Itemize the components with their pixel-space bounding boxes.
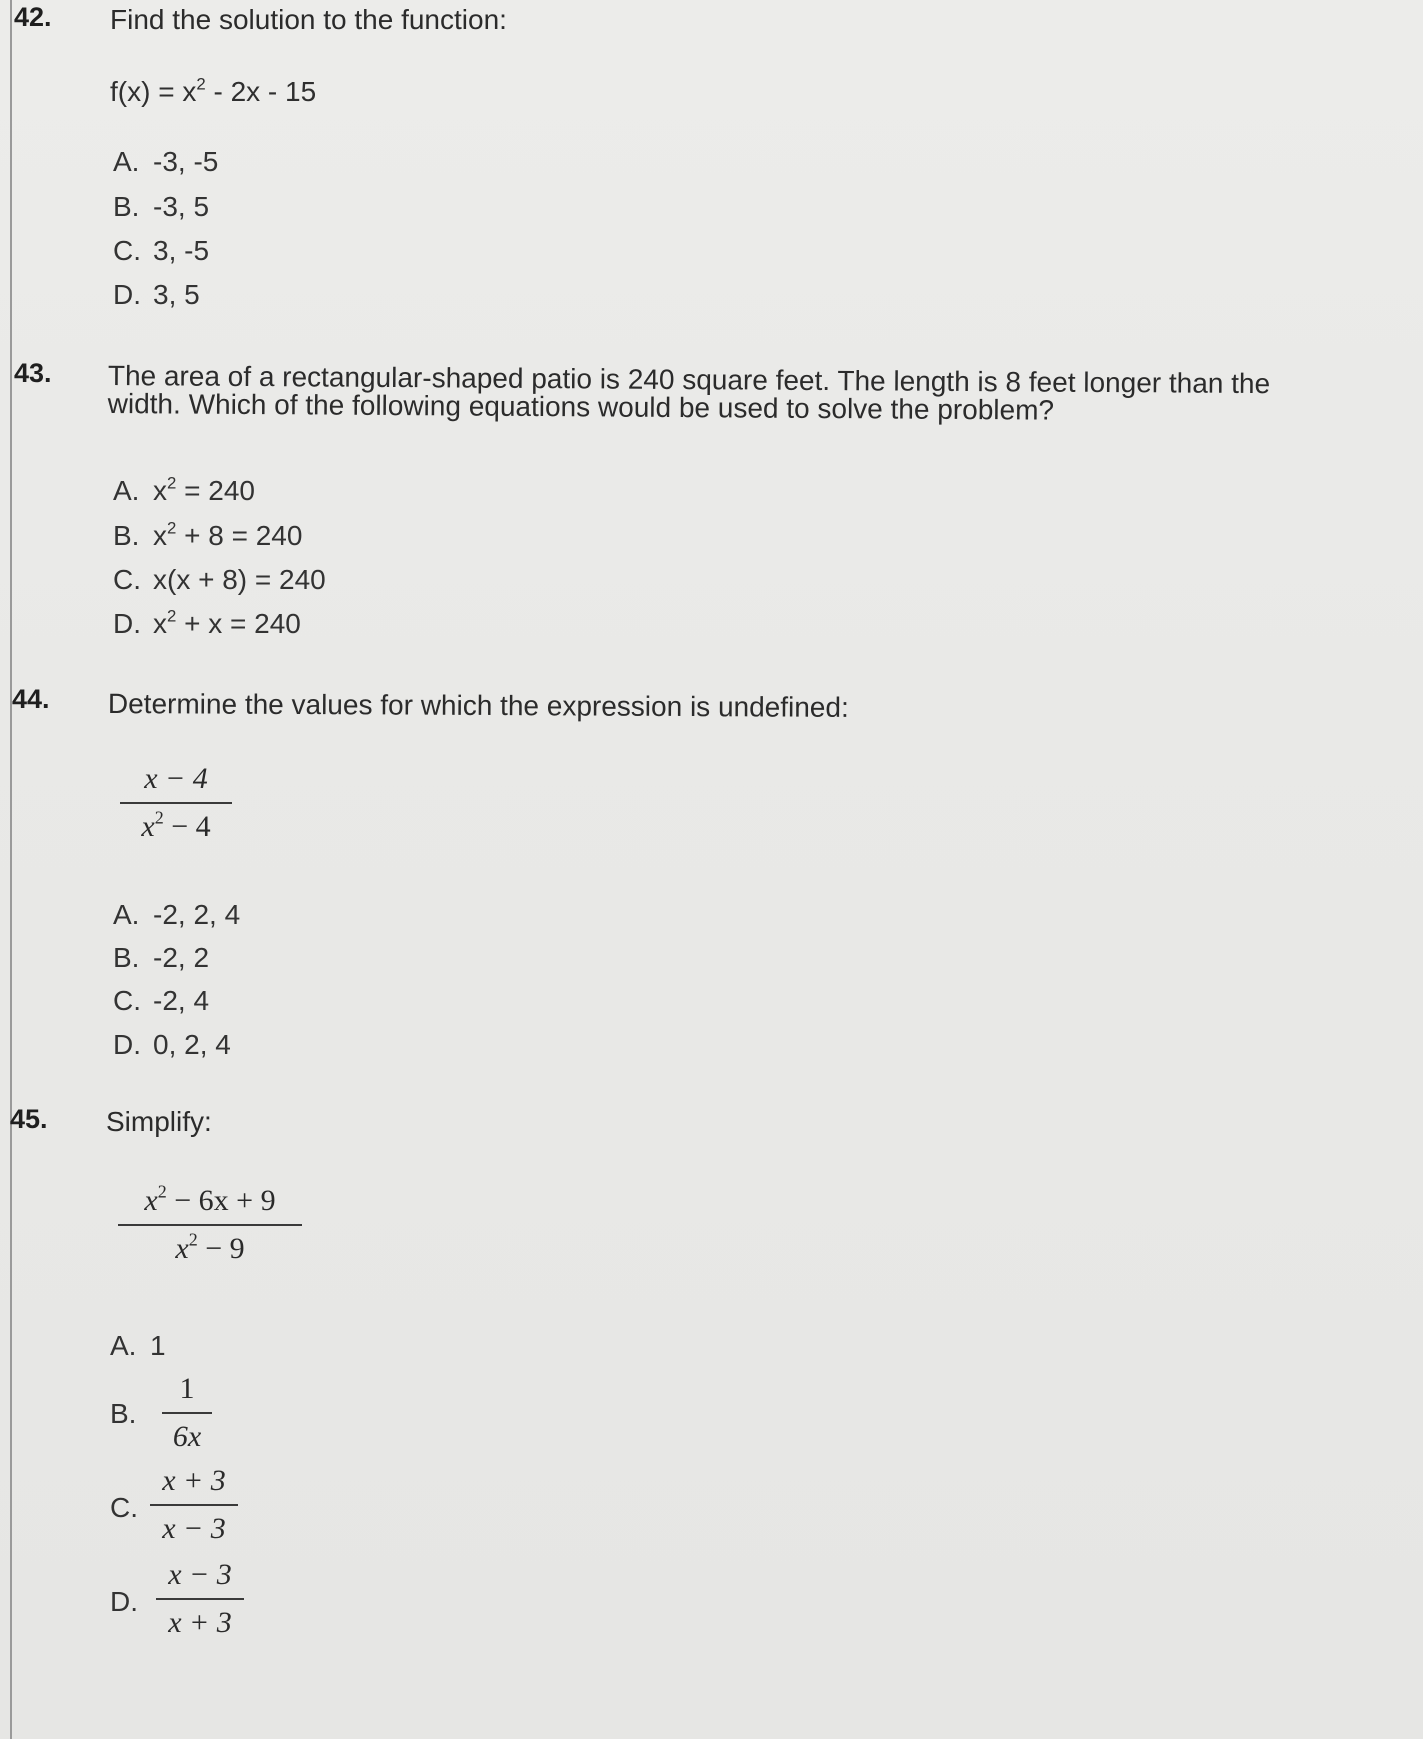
option-text: x bbox=[153, 520, 167, 551]
numerator-exponent: 2 bbox=[157, 1181, 167, 1202]
question-42-option-d[interactable] bbox=[113, 279, 200, 311]
numerator-text: x − 4 bbox=[144, 762, 208, 795]
question-42-option-a[interactable] bbox=[113, 146, 218, 178]
question-45-option-a[interactable] bbox=[110, 1330, 166, 1362]
option-numerator bbox=[156, 1558, 244, 1592]
option-letter: C. bbox=[113, 235, 141, 266]
question-42-function bbox=[110, 76, 316, 108]
option-denominator bbox=[156, 1606, 244, 1640]
option-letter: A. bbox=[110, 1330, 137, 1361]
denominator-exponent: 2 bbox=[154, 807, 164, 828]
question-44-number: 44. bbox=[12, 684, 50, 714]
option-numerator bbox=[150, 1464, 238, 1498]
question-45-option-b-letter[interactable]: B. bbox=[110, 1398, 137, 1429]
denominator-text: x + 3 bbox=[168, 1606, 232, 1639]
option-text: -2, 4 bbox=[153, 985, 210, 1016]
fraction-bar bbox=[118, 1224, 302, 1226]
expression-numerator bbox=[120, 762, 232, 796]
option-letter: A. bbox=[113, 475, 140, 506]
question-42-option-c[interactable] bbox=[113, 235, 209, 267]
question-43-option-a[interactable] bbox=[113, 475, 255, 507]
fraction-bar bbox=[120, 802, 232, 804]
question-43-option-b[interactable] bbox=[113, 520, 302, 552]
question-42-number: 42. bbox=[14, 2, 52, 32]
option-text-rest: + 8 = 240 bbox=[176, 520, 303, 551]
option-letter: C. bbox=[113, 985, 141, 1016]
option-letter: B. bbox=[113, 942, 140, 973]
question-45-number: 45. bbox=[10, 1104, 48, 1134]
function-base: f(x) = x bbox=[110, 76, 197, 107]
option-text: -2, 2, 4 bbox=[153, 899, 241, 930]
option-text: -2, 2 bbox=[153, 942, 210, 973]
option-text: 1 bbox=[150, 1330, 166, 1361]
option-text: x(x + 8) = 240 bbox=[153, 564, 326, 595]
option-text: x bbox=[153, 608, 167, 639]
option-denominator bbox=[162, 1420, 212, 1454]
option-numerator: 1 bbox=[179, 1372, 195, 1405]
option-text-rest: + x = 240 bbox=[176, 608, 301, 639]
denominator-text: 6x bbox=[172, 1420, 202, 1453]
question-45-expression bbox=[118, 1181, 302, 1266]
denominator-rest: − 4 bbox=[163, 810, 211, 843]
option-letter: A. bbox=[113, 146, 140, 177]
question-45-option-c[interactable] bbox=[150, 1464, 238, 1546]
option-text: -3, -5 bbox=[153, 146, 219, 177]
fraction-bar bbox=[162, 1412, 212, 1414]
question-45-option-c-letter[interactable]: C. bbox=[110, 1492, 138, 1523]
denominator-rest: − 9 bbox=[197, 1232, 245, 1265]
numerator-text: x + 3 bbox=[162, 1464, 226, 1497]
question-43-number: 43. bbox=[14, 358, 52, 388]
option-letter: B. bbox=[113, 191, 140, 222]
question-43-prompt-line-1: The area of a rectangular-shaped patio is 240 square feet. The length is 8 feet longer than the bbox=[107, 360, 1271, 400]
option-denominator bbox=[150, 1512, 238, 1546]
option-letter: D. bbox=[113, 1029, 141, 1060]
page-margin-line bbox=[10, 0, 12, 1739]
question-43-option-d[interactable] bbox=[113, 608, 301, 640]
question-44-prompt: Determine the values for which the expression is undefined: bbox=[107, 688, 849, 723]
question-45-option-d-letter[interactable]: D. bbox=[110, 1586, 138, 1617]
option-exponent: 2 bbox=[167, 473, 177, 493]
expression-denominator bbox=[120, 807, 232, 844]
option-text-rest: = 240 bbox=[176, 475, 255, 506]
option-letter: B. bbox=[113, 520, 140, 551]
question-44-expression bbox=[120, 762, 232, 844]
expression-denominator bbox=[118, 1229, 302, 1266]
option-text: -3, 5 bbox=[153, 191, 210, 222]
question-45-prompt: Simplify: bbox=[106, 1106, 212, 1137]
option-letter: C. bbox=[113, 564, 141, 595]
question-45-option-b[interactable] bbox=[162, 1372, 212, 1454]
question-42-option-b[interactable] bbox=[113, 191, 209, 223]
question-44-option-b[interactable] bbox=[113, 942, 209, 974]
option-text: 0, 2, 4 bbox=[153, 1029, 231, 1060]
fraction-bar bbox=[156, 1598, 244, 1600]
question-43-prompt bbox=[108, 362, 1271, 426]
numerator-base: x bbox=[144, 1184, 158, 1217]
question-44-option-a[interactable] bbox=[113, 899, 240, 931]
question-44-option-c[interactable] bbox=[113, 985, 209, 1017]
denominator-base: x bbox=[175, 1232, 189, 1265]
option-exponent: 2 bbox=[167, 518, 177, 538]
option-exponent: 2 bbox=[167, 606, 177, 626]
numerator-rest: − 6x + 9 bbox=[166, 1184, 276, 1217]
function-rest: - 2x - 15 bbox=[205, 76, 317, 107]
option-text: x bbox=[153, 475, 167, 506]
fraction-bar bbox=[150, 1504, 238, 1506]
question-43-prompt-line-2: width. Which of the following equations would be used to solve the problem? bbox=[107, 387, 1055, 426]
question-44-option-d[interactable] bbox=[113, 1029, 231, 1061]
option-letter: A. bbox=[113, 899, 140, 930]
function-exponent: 2 bbox=[196, 74, 206, 94]
option-letter: D. bbox=[113, 608, 141, 639]
question-45-option-d[interactable] bbox=[156, 1558, 244, 1640]
option-text: 3, 5 bbox=[153, 279, 200, 310]
option-letter: D. bbox=[113, 279, 141, 310]
numerator-text: x − 3 bbox=[168, 1558, 232, 1591]
question-43-option-c[interactable] bbox=[113, 564, 326, 596]
question-42-prompt: Find the solution to the function: bbox=[110, 4, 507, 35]
denominator-base: x bbox=[141, 810, 155, 843]
option-text: 3, -5 bbox=[153, 235, 210, 266]
denominator-exponent: 2 bbox=[188, 1229, 198, 1250]
expression-numerator bbox=[118, 1181, 302, 1218]
denominator-text: x − 3 bbox=[162, 1512, 226, 1545]
